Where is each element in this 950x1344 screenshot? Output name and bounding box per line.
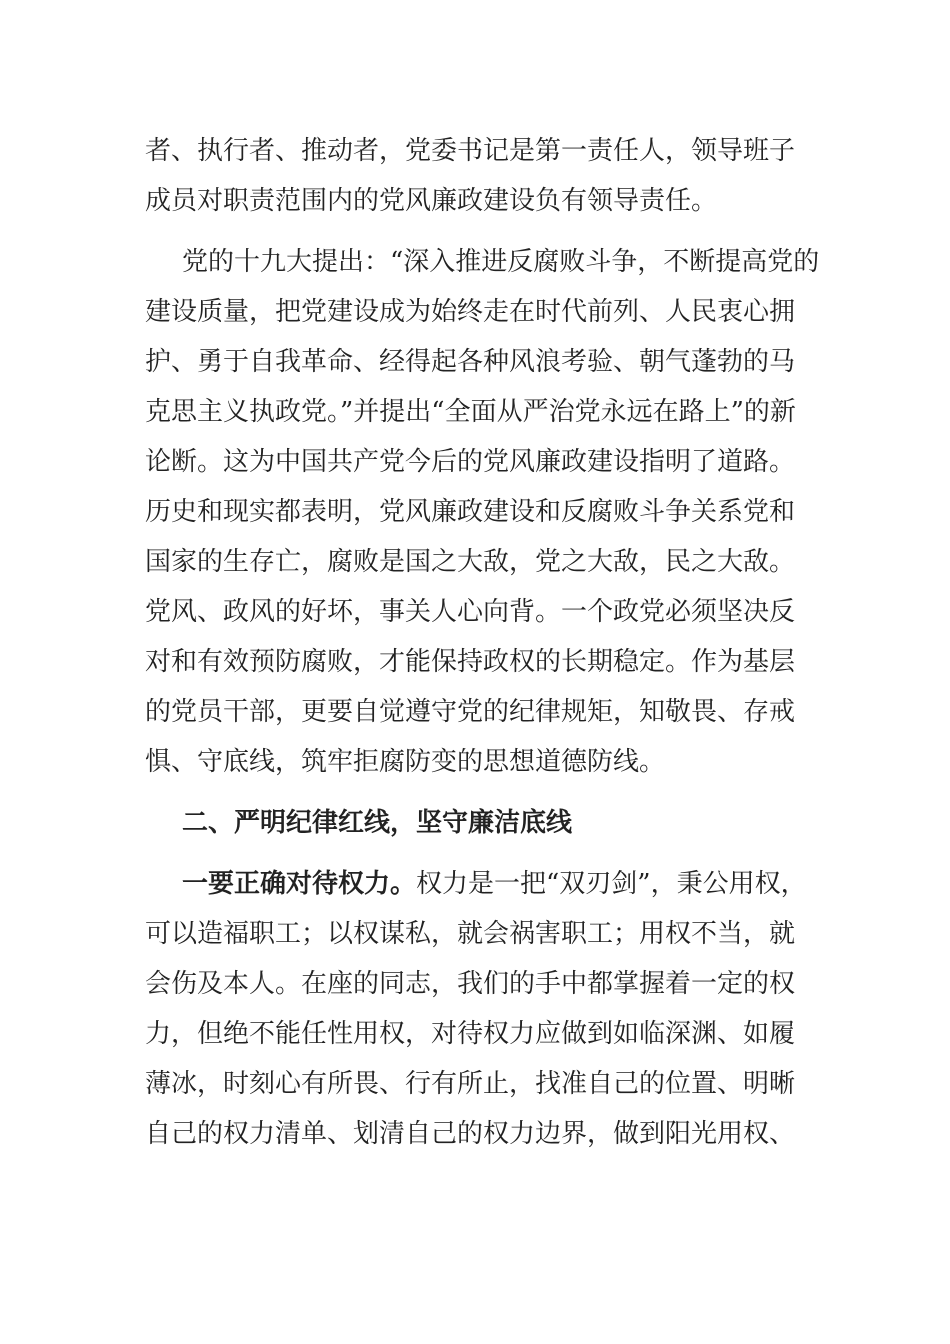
text-line: 自己的权力清单、划清自己的权力边界，做到阳光用权、 xyxy=(145,1119,796,1149)
text-line: 党风、政风的好坏，事关人心向背。一个政党必须坚决反 xyxy=(145,597,796,627)
section-heading xyxy=(145,798,807,848)
text-line: 党的十九大提出：“深入推进反腐败斗争，不断提高党的 xyxy=(182,247,820,277)
text-line: 可以造福职工；以权谋私，就会祸害职工；用权不当，就 xyxy=(145,919,796,949)
paragraph-lead: 一要正确对待权力。 xyxy=(182,869,417,899)
text-line: 对和有效预防腐败，才能保持政权的长期稳定。作为基层 xyxy=(145,647,796,677)
text-line xyxy=(145,859,807,909)
text-line: 薄冰，时刻心有所畏、行有所止，找准自己的位置、明晰 xyxy=(145,1069,796,1099)
text-line: 论断。这为中国共产党今后的党风廉政建设指明了道路。 xyxy=(145,447,796,477)
text-run: 权力是一把“双刃剑”，秉公用权， xyxy=(416,869,807,899)
text-line: 力，但绝不能任性用权，对待权力应做到如临深渊、如履 xyxy=(145,1019,796,1049)
text-line: 者、执行者、推动者，党委书记是第一责任人，领导班子 xyxy=(145,136,796,166)
paragraph-continuation xyxy=(145,126,807,226)
text-line: 国家的生存亡，腐败是国之大敌，党之大敌，民之大敌。 xyxy=(145,547,796,577)
text-line: 成员对职责范围内的党风廉政建设负有领导责任。 xyxy=(145,186,718,216)
text-line: 护、勇于自我革命、经得起各种风浪考验、朝气蓬勃的马 xyxy=(145,347,796,377)
text-line: 克思主义执政党。”并提出“全面从严治党永远在路上”的新 xyxy=(145,397,796,427)
paragraph-power xyxy=(145,859,807,1159)
section-heading-text: 二、严明纪律红线，坚守廉洁底线 xyxy=(182,808,573,838)
text-line: 会伤及本人。在座的同志，我们的手中都掌握着一定的权 xyxy=(145,969,796,999)
text-line: 惧、守底线，筑牢拒腐防变的思想道德防线。 xyxy=(145,747,666,777)
text-line: 的党员干部，更要自觉遵守党的纪律规矩，知敬畏、存戒 xyxy=(145,697,796,727)
text-line: 历史和现实都表明，党风廉政建设和反腐败斗争关系党和 xyxy=(145,497,796,527)
document-page xyxy=(145,126,820,1159)
paragraph-nineteenth-congress xyxy=(145,237,820,787)
text-line: 建设质量，把党建设成为始终走在时代前列、人民衷心拥 xyxy=(145,297,796,327)
